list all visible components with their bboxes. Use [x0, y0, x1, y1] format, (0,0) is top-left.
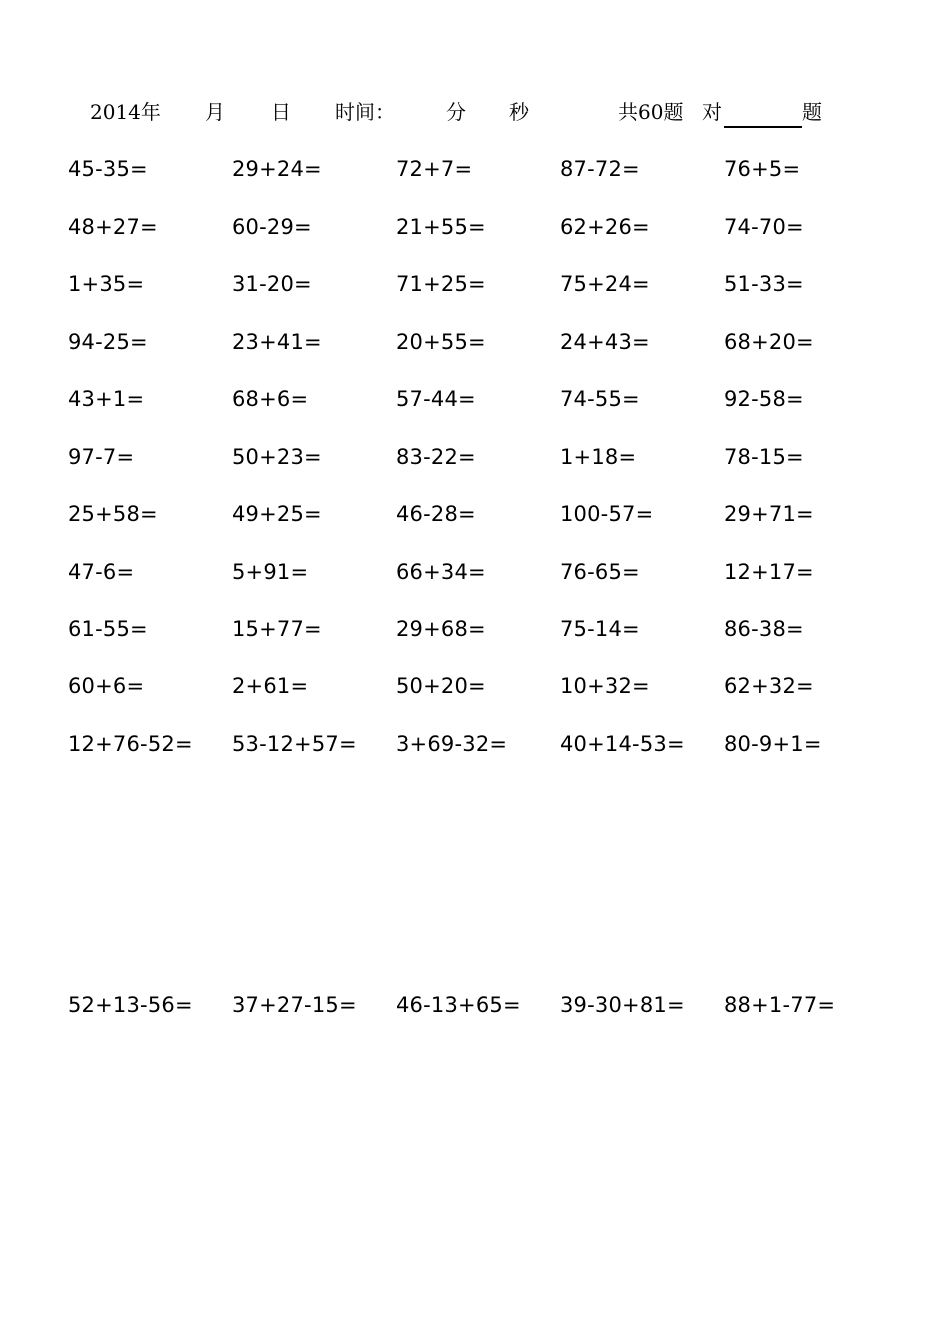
problem-item: 12+17= [724, 560, 814, 584]
problem-item: 76+5= [724, 157, 801, 181]
problem-item: 21+55= [396, 215, 486, 239]
problem-item: 51-33= [724, 272, 804, 296]
problem-item: 1+18= [560, 445, 637, 469]
problem-item: 24+43= [560, 330, 650, 354]
problem-item: 60-29= [232, 215, 312, 239]
problem-item: 46-13+65= [396, 993, 521, 1017]
header-minutes: 分 [446, 100, 466, 124]
problem-item: 10+32= [560, 674, 650, 698]
problem-item: 47-6= [68, 560, 135, 584]
problem-item: 97-7= [68, 445, 135, 469]
problem-item: 31-20= [232, 272, 312, 296]
problem-item: 71+25= [396, 272, 486, 296]
problem-row [0, 674, 950, 704]
problem-item: 12+76-52= [68, 732, 193, 756]
problem-item: 46-28= [396, 502, 476, 526]
problem-item: 45-35= [68, 157, 148, 181]
problem-item: 86-38= [724, 617, 804, 641]
problem-item: 75-14= [560, 617, 640, 641]
problem-item: 1+35= [68, 272, 145, 296]
problem-item: 94-25= [68, 330, 148, 354]
problem-item: 15+77= [232, 617, 322, 641]
problem-item: 75+24= [560, 272, 650, 296]
problem-item: 52+13-56= [68, 993, 193, 1017]
problem-item: 50+23= [232, 445, 322, 469]
problem-item: 53-12+57= [232, 732, 357, 756]
problem-item: 68+6= [232, 387, 309, 411]
problem-row [0, 617, 950, 647]
problem-item: 40+14-53= [560, 732, 685, 756]
problem-item: 62+26= [560, 215, 650, 239]
problem-item: 5+91= [232, 560, 309, 584]
header-seconds: 秒 [509, 100, 529, 124]
problem-row [0, 502, 950, 532]
header-correct-unit: 题 [802, 100, 822, 124]
problem-row [0, 387, 950, 417]
problem-item: 60+6= [68, 674, 145, 698]
problem-item: 74-55= [560, 387, 640, 411]
problem-row [0, 993, 950, 1023]
header-time-label: 时间： [335, 100, 395, 124]
problem-item: 25+58= [68, 502, 158, 526]
problem-item: 87-72= [560, 157, 640, 181]
problem-item: 88+1-77= [724, 993, 836, 1017]
problem-item: 29+71= [724, 502, 814, 526]
problem-item: 92-58= [724, 387, 804, 411]
problem-item: 49+25= [232, 502, 322, 526]
problem-item: 23+41= [232, 330, 322, 354]
problem-item: 57-44= [396, 387, 476, 411]
problem-item: 72+7= [396, 157, 473, 181]
problem-item: 61-55= [68, 617, 148, 641]
problem-item: 74-70= [724, 215, 804, 239]
header-total-count: 共60题 [618, 100, 684, 124]
problem-item: 80-9+1= [724, 732, 822, 756]
header-day: 日 [271, 100, 291, 124]
problem-item: 83-22= [396, 445, 476, 469]
problem-row [0, 560, 950, 590]
problem-item: 2+61= [232, 674, 309, 698]
problem-row [0, 732, 950, 762]
problem-item: 20+55= [396, 330, 486, 354]
problem-item: 37+27-15= [232, 993, 357, 1017]
header-year: 2014年 [90, 100, 161, 124]
problem-item: 100-57= [560, 502, 654, 526]
problem-item: 66+34= [396, 560, 486, 584]
problem-row [0, 445, 950, 475]
problem-row [0, 215, 950, 245]
header-correct-label: 对 [702, 100, 722, 124]
problem-item: 29+68= [396, 617, 486, 641]
problem-item: 76-65= [560, 560, 640, 584]
problem-item: 48+27= [68, 215, 158, 239]
problem-item: 78-15= [724, 445, 804, 469]
problem-item: 62+32= [724, 674, 814, 698]
problem-item: 68+20= [724, 330, 814, 354]
problem-item: 29+24= [232, 157, 322, 181]
problem-row [0, 272, 950, 302]
problem-item: 3+69-32= [396, 732, 508, 756]
problem-item: 50+20= [396, 674, 486, 698]
problem-item: 39-30+81= [560, 993, 685, 1017]
problem-row [0, 330, 950, 360]
header-month: 月 [205, 100, 225, 124]
problem-item: 43+1= [68, 387, 145, 411]
problem-row [0, 157, 950, 187]
